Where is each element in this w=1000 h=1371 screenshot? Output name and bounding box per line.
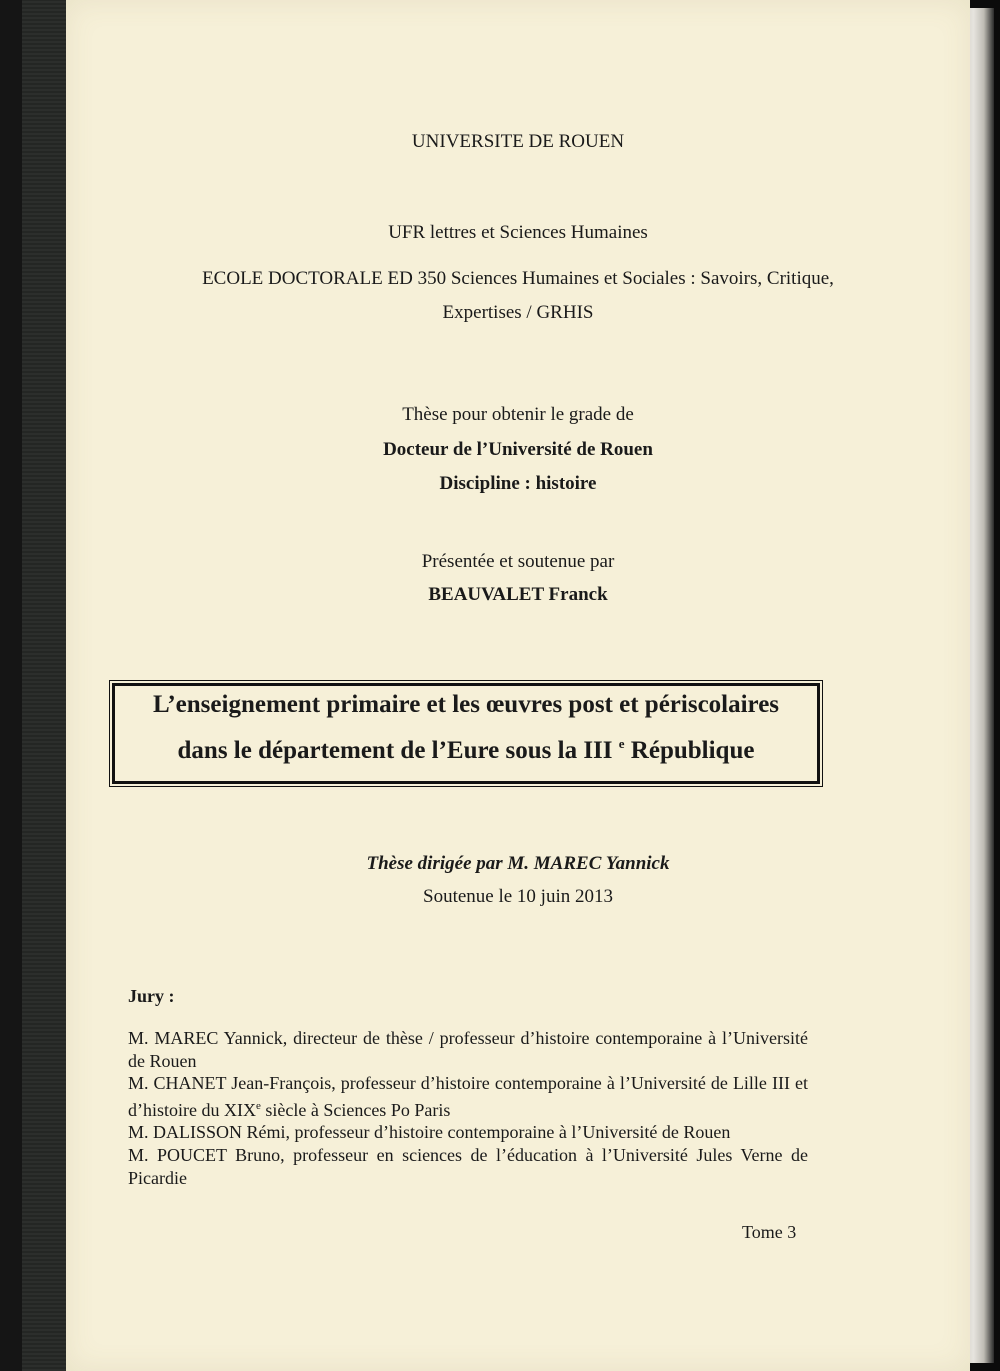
thesis-director: Thèse dirigée par M. MAREC Yannick	[366, 853, 670, 874]
defense-date: Soutenue le 10 juin 2013	[423, 886, 613, 907]
jury-member-2	[128, 1072, 808, 1121]
thesis-purpose: Thèse pour obtenir le grade de	[402, 404, 634, 425]
title-line-2-text: dans le département de l’Eure sous la III	[177, 737, 613, 764]
thesis-title-line-2	[115, 736, 817, 765]
title-line-2-suffix: République	[630, 737, 755, 764]
jury-member-1: M. MAREC Yannick, directeur de thèse / professeur d’histoire contemporaine à l’Université de Rouen	[128, 1028, 808, 1071]
jury-member-2-superscript: e	[255, 1099, 261, 1112]
volume-number: Tome 3	[742, 1222, 797, 1242]
discipline: Discipline : histoire	[439, 473, 597, 494]
university-name: UNIVERSITE DE ROUEN	[411, 131, 625, 152]
degree-title: Docteur de l’Université de Rouen	[383, 439, 653, 460]
jury-list	[128, 1027, 808, 1189]
doctoral-school-line-1: ECOLE DOCTORALE ED 350 Sciences Humaines et Sociales : Savoirs, Critique,	[202, 268, 834, 289]
jury-heading: Jury :	[128, 986, 175, 1006]
jury-member-2-text: M. CHANET Jean-François, professeur d’histoire contemporaine à l’Université de Lille III et d’histoire du XIX	[128, 1073, 808, 1120]
author-name: BEAUVALET Franck	[428, 584, 608, 605]
ufr-name: UFR lettres et Sciences Humaines	[388, 222, 648, 243]
presented-by: Présentée et soutenue par	[421, 551, 615, 572]
spine-cloth-texture	[22, 0, 67, 1371]
thesis-title-line-1: L’enseignement primaire et les œuvres post et périscolaires	[152, 691, 780, 718]
thesis-title-box	[112, 683, 820, 784]
doctoral-school-line-2: Expertises / GRHIS	[442, 302, 594, 323]
jury-member-3: M. DALISSON Rémi, professeur d’histoire contemporaine à l’Université de Rouen	[128, 1122, 731, 1143]
jury-member-2-text-end: siècle à Sciences Po Paris	[260, 1099, 451, 1120]
binding-spine	[0, 0, 66, 1371]
cover-page	[66, 0, 970, 1371]
jury-member-4: M. POUCET Bruno, professeur en sciences de l’éducation à l’Université Jules Verne de Picardie	[128, 1144, 808, 1188]
title-superscript: e	[618, 736, 625, 751]
